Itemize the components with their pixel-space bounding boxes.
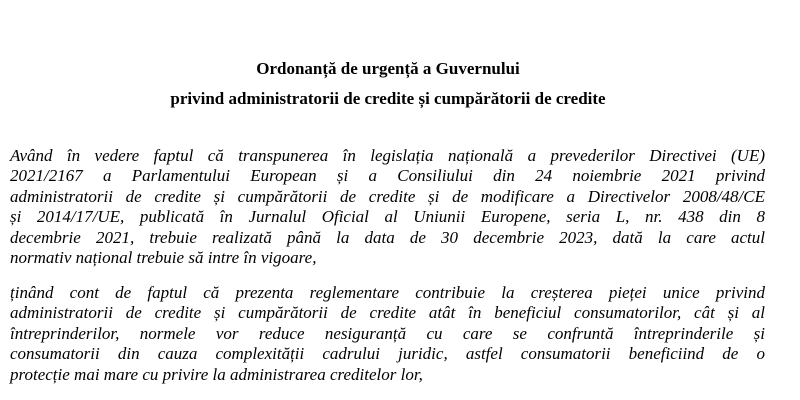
paragraph-line: decembrie 2021, trebuie realizată până la data de 30 decembrie 2023, dată la care actul: [10, 227, 765, 247]
paragraph-line: protecție mai mare cu privire la administrarea creditelor lor,: [10, 364, 423, 384]
paragraph-line: și 2014/17/UE, publicată în Jurnalul Oficial al Uniunii Europene, seria L, nr. 438 din 8: [10, 207, 765, 227]
paragraph-line: consumatorii din cauza complexității cadrului juridic, astfel consumatorii beneficiind de o: [10, 344, 765, 364]
paragraph-line: administratorii de credite și cumpărătorii de credite atât în beneficiul consumatorilor, cât și al: [10, 303, 765, 323]
paragraph-line: normativ național trebuie să intre în vigoare,: [10, 248, 317, 268]
paragraph-line: ținând cont de faptul că prezenta reglementare contribuie la creșterea pieței unice privind: [10, 283, 765, 302]
document-title-line-2: privind administratorii de credite și cumpărătorii de credite: [170, 89, 606, 108]
paragraph-line: întreprinderilor, normele vor reduce nesiguranță cu care se confruntă întreprinderile și: [10, 323, 765, 343]
paragraph-line: administratorii de credite și cumpărătorii de credite și de modificare a Directivelor 2008/48/CE: [10, 186, 765, 206]
document-title-line-1: Ordonanță de urgență a Guvernului: [256, 59, 520, 78]
paragraph-line: Având în vedere faptul că transpunerea în legislația națională a prevederilor Directivei (UE): [10, 146, 765, 165]
preamble-paragraph-2: [10, 283, 765, 385]
preamble-paragraph-1: [10, 146, 765, 268]
paragraph-line: 2021/2167 a Parlamentului European și a Consiliului din 24 noiembrie 2021 privind: [10, 166, 765, 186]
